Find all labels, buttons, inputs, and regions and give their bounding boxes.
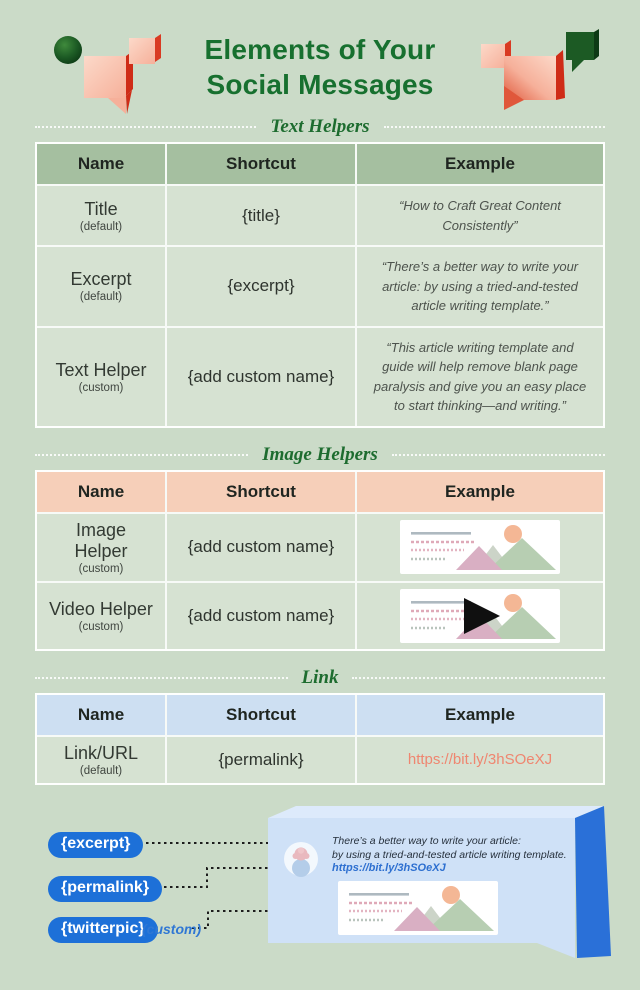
helper-shortcut: {excerpt} — [227, 276, 295, 296]
page-title-line1: Elements of Your — [204, 34, 436, 65]
column-header-shortcut: Shortcut — [167, 472, 355, 512]
dotted-rule — [392, 454, 605, 456]
helper-name: Excerpt — [70, 269, 132, 290]
table-row — [167, 186, 355, 245]
helper-variant: (custom) — [78, 381, 124, 394]
example-url-link[interactable]: https://bit.ly/3hSOeXJ — [407, 751, 553, 768]
dotted-rule — [35, 454, 248, 456]
helper-shortcut: {permalink} — [218, 749, 304, 769]
text-helpers-table — [35, 142, 605, 428]
table-row — [357, 583, 603, 649]
custom-note: (custom) — [142, 921, 202, 937]
table-row — [167, 247, 355, 326]
section-heading-image-helpers — [35, 442, 605, 468]
table-row — [357, 186, 603, 245]
column-header-name: Name — [37, 144, 165, 184]
helper-name: Video Helper — [49, 598, 153, 619]
dotted-rule — [352, 677, 605, 679]
helper-example: “This article writing template and guide will help remove blank page paralysis and give you an easy place to start thinking—and writing.” — [373, 339, 587, 413]
table-row — [357, 328, 603, 426]
helper-shortcut: {add custom name} — [187, 366, 335, 386]
page-title — [164, 26, 476, 102]
speech-bubbles-left-icon — [32, 26, 164, 114]
table-row — [357, 514, 603, 581]
section-label: Text Helpers — [270, 116, 370, 137]
permalink-tag: {permalink} — [48, 876, 162, 902]
table-row — [167, 737, 355, 783]
table-row — [167, 583, 355, 649]
helper-name: Title — [84, 198, 118, 219]
table-row — [357, 247, 603, 326]
helper-shortcut: {add custom name} — [187, 537, 335, 556]
dotted-rule — [35, 126, 256, 128]
table-row — [37, 247, 165, 326]
table-row — [37, 186, 165, 245]
page-header — [0, 0, 640, 114]
helper-name: Link/URL — [63, 742, 139, 763]
helper-variant: (default) — [79, 291, 123, 304]
helper-variant: (custom) — [78, 620, 124, 633]
avatar — [283, 841, 319, 877]
section-label: Image Helpers — [262, 443, 378, 465]
tweet-text-line2: by using a tried-and-tested article writing template. — [332, 849, 567, 862]
table-row — [357, 737, 603, 783]
helper-name: Image Helper — [74, 519, 128, 561]
tweet-anatomy-diagram — [0, 790, 640, 990]
section-heading-link — [35, 665, 605, 691]
speech-bubbles-right-icon — [476, 26, 608, 114]
helper-name: Text Helper — [55, 359, 147, 380]
table-row — [167, 328, 355, 426]
table-row — [37, 737, 165, 783]
image-thumbnail-icon — [400, 520, 560, 574]
helper-shortcut: {add custom name} — [187, 605, 335, 625]
image-helpers-table — [35, 470, 605, 651]
tweet-text — [332, 834, 567, 862]
helper-variant: (custom) — [78, 562, 124, 575]
column-header-example: Example — [357, 144, 603, 184]
column-header-example: Example — [357, 472, 603, 512]
twitterpic-tag: {twitterpic} — [48, 917, 158, 943]
section-label: Link — [301, 666, 339, 688]
tweet-text-line1: There’s a better way to write your article: — [332, 835, 521, 847]
column-header-name: Name — [37, 472, 165, 512]
helper-shortcut: {title} — [242, 205, 280, 225]
column-header-example: Example — [357, 695, 603, 735]
column-header-shortcut: Shortcut — [167, 695, 355, 735]
tweet-image-thumbnail-icon — [338, 880, 498, 936]
table-row — [167, 514, 355, 581]
helper-example: “There’s a better way to write your article: by using a tried-and-tested article writing template.” — [381, 259, 579, 313]
helper-variant: (default) — [79, 220, 123, 233]
column-header-shortcut: Shortcut — [167, 144, 355, 184]
video-thumbnail-icon — [400, 589, 560, 643]
section-heading-text-helpers — [35, 114, 605, 140]
tweet-url-link[interactable]: https://bit.ly/3hSOeXJ — [332, 862, 446, 874]
link-table — [35, 693, 605, 785]
table-row — [37, 514, 165, 581]
helper-example: “How to Craft Great Content Consistently” — [399, 198, 561, 233]
dotted-rule — [35, 677, 288, 679]
excerpt-tag: {excerpt} — [48, 832, 143, 858]
table-row — [37, 328, 165, 426]
table-row — [37, 583, 165, 649]
column-header-name: Name — [37, 695, 165, 735]
dotted-rule — [384, 126, 605, 128]
helper-variant: (default) — [79, 764, 123, 777]
page-title-line2: Social Messages — [206, 69, 434, 100]
